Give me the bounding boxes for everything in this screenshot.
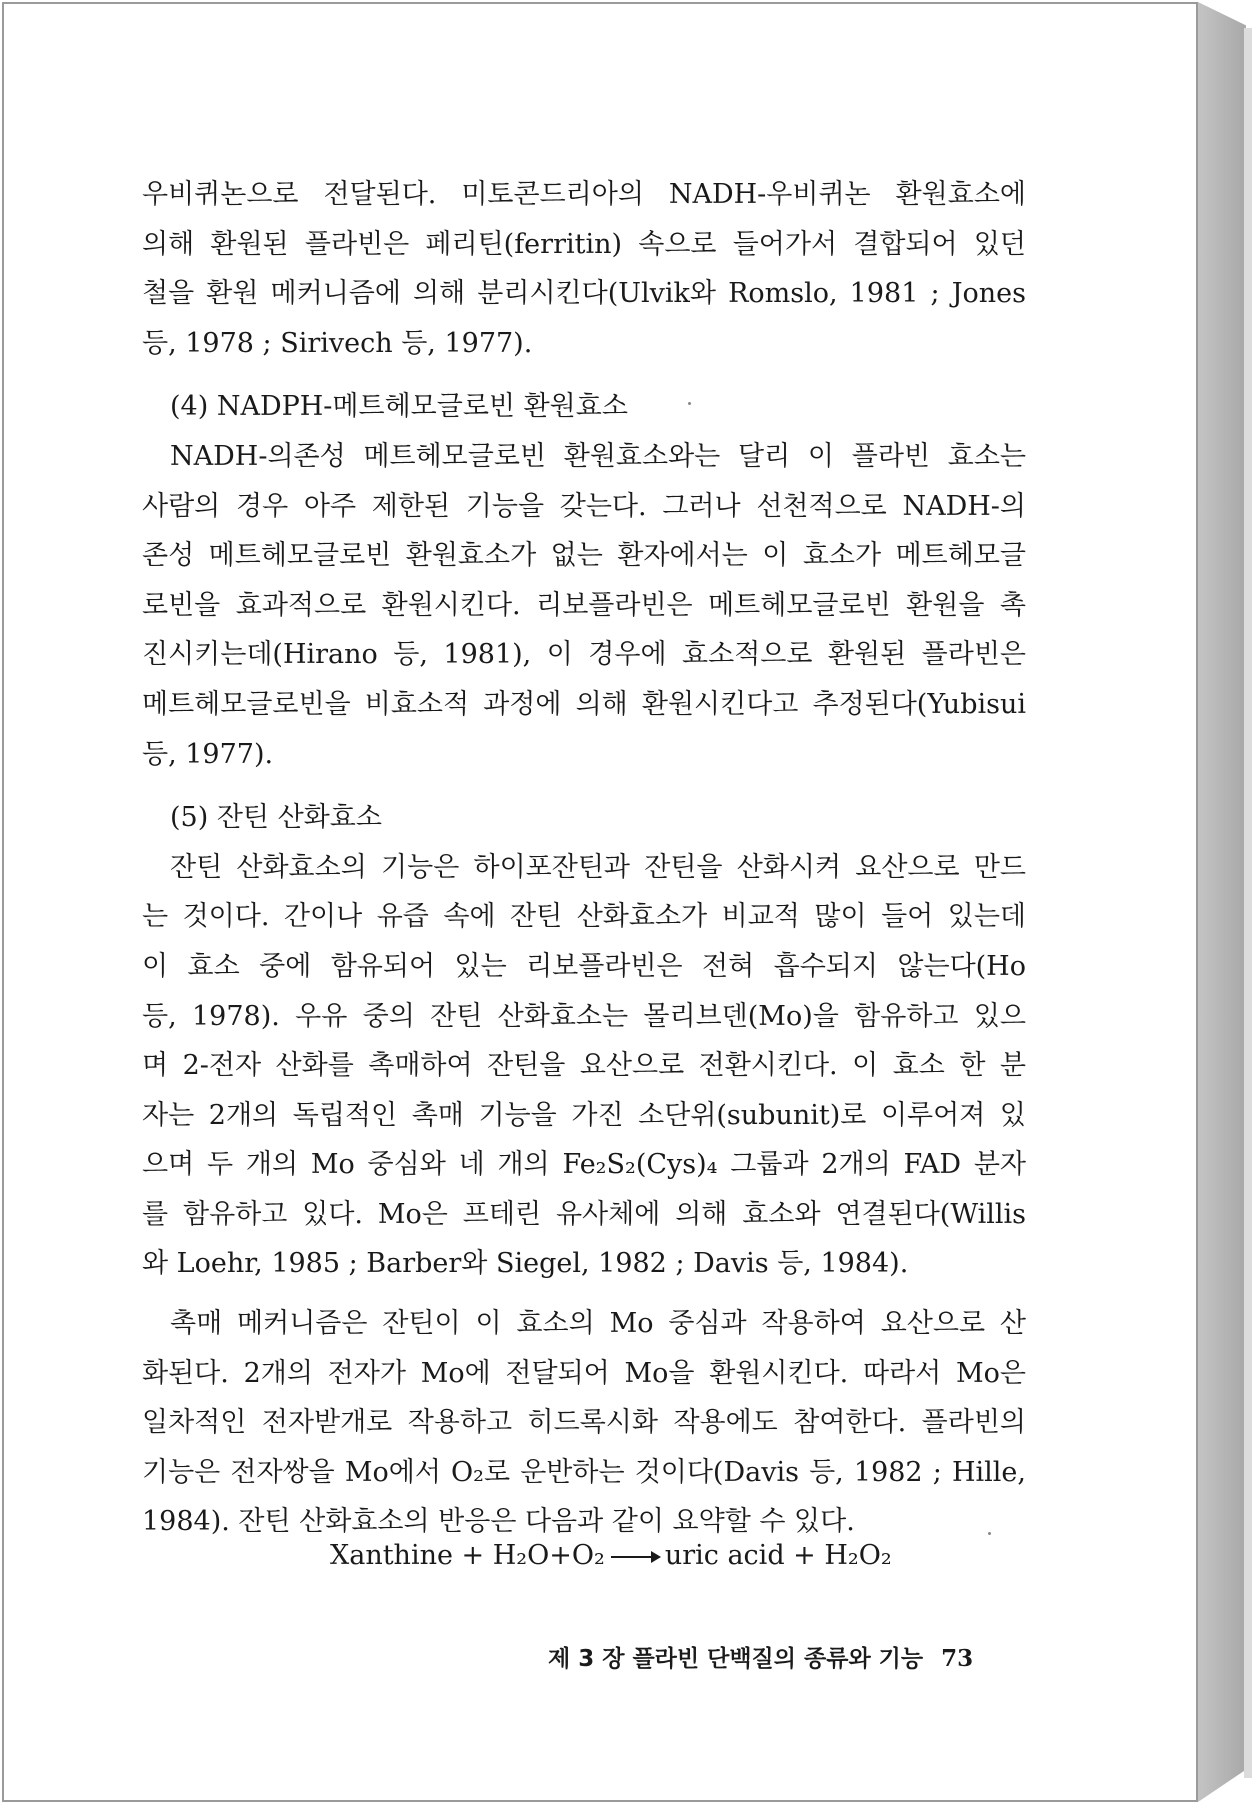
text-line: 철을 환원 메커니즘에 의해 분리시킨다(Ulvik와 Romslo, 1981 ; Jones [142,278,1026,310]
chapter-title: 제 3 장 플라빈 단백질의 종류와 기능 [548,1646,924,1672]
text-line: 일차적인 전자받개로 작용하고 히드록시화 작용에도 참여한다. 플라빈의 [142,1407,1026,1439]
text-line: NADH-의존성 메트헤모글로빈 환원효소와는 달리 이 플라빈 효소는 [170,440,1026,472]
text-line: 등, 1978). 우유 중의 잔틴 산화효소는 몰리브덴(Mo)을 함유하고 있으 [142,1000,1026,1032]
text-line: 의해 환원된 플라빈은 페리틴(ferritin) 속으로 들어가서 결합되어 있던 [142,228,1026,260]
page-number: 73 [941,1645,974,1672]
page-footer [548,1640,973,1673]
speck [988,1532,991,1535]
text-line: 메트헤모글로빈을 비효소적 과정에 의해 환원시킨다고 추정된다(Yubisui [142,688,1026,720]
speck [688,402,691,405]
text-line: 촉매 메커니즘은 잔틴이 이 효소의 Mo 중심과 작용하여 요산으로 산 [170,1308,1026,1340]
text-line: 화된다. 2개의 전자가 Mo에 전달되어 Mo을 환원시킨다. 따라서 Mo은 [142,1357,1026,1389]
text-line: 진시키는데(Hirano 등, 1981), 이 경우에 효소적으로 환원된 플라빈은 [142,639,1026,671]
text-line: 자는 2개의 독립적인 촉매 기능을 가진 소단위(subunit)로 이루어져 있 [142,1099,1026,1131]
page-stack-edge [1198,2,1246,1802]
reaction-arrow-icon [611,1556,659,1558]
text-line: 와 Loehr, 1985 ; Barber와 Siegel, 1982 ; Davis 등, 1984). [142,1248,909,1280]
text-line: 로빈을 효과적으로 환원시킨다. 리보플라빈은 메트헤모글로빈 환원을 촉 [142,589,1026,621]
section-heading-5: (5) 잔틴 산화효소 [170,802,382,834]
paragraph-3 [142,843,1026,1289]
page-content [142,170,1026,1547]
reaction-equation [330,1540,892,1571]
text-line: 는 것이다. 간이나 유즙 속에 잔틴 산화효소가 비교적 많이 들어 있는데 [142,901,1026,933]
paragraph-4 [142,1299,1026,1547]
text-line: 잔틴 산화효소의 기능은 하이포잔틴과 잔틴을 산화시켜 요산으로 만드 [170,851,1026,883]
reaction-products: uric acid + H₂O₂ [664,1540,892,1571]
text-line: 으며 두 개의 Mo 중심와 네 개의 Fe₂S₂(Cys)₄ 그룹과 2개의 FAD 분자 [142,1149,1026,1181]
text-line: 사람의 경우 아주 제한된 기능을 갖는다. 그러나 선천적으로 NADH-의 [142,490,1026,522]
text-line: 기능은 전자쌍을 Mo에서 O₂로 운반하는 것이다(Davis 등, 1982 ; Hille, [142,1456,1026,1488]
page-shadow [1244,28,1252,1778]
text-line: 이 효소 중에 함유되어 있는 리보플라빈은 전혀 흡수되지 않는다(Ho [142,950,1026,982]
reaction-reactants: Xanthine + H₂O+O₂ [330,1540,605,1571]
text-line: 며 2-전자 산화를 촉매하여 잔틴을 요산으로 전환시킨다. 이 효소 한 분 [142,1050,1027,1082]
paragraph-2 [142,432,1026,779]
text-line: 존성 메트헤모글로빈 환원효소가 없는 환자에서는 이 효소가 메트헤모글 [142,540,1026,572]
text-line: 를 함유하고 있다. Mo은 프테린 유사체에 의해 효소와 연결된다(Willis [142,1198,1026,1230]
text-line: 등, 1977). [142,738,274,770]
text-line: 등, 1978 ; Sirivech 등, 1977). [142,327,533,359]
text-line: 우비퀴논으로 전달된다. 미토콘드리아의 NADH-우비퀴논 환원효소에 [142,179,1026,210]
paragraph-1 [142,170,1026,368]
text-line: 1984). 잔틴 산화효소의 반응은 다음과 같이 요약할 수 있다. [142,1506,855,1538]
section-heading-4: (4) NADPH-메트헤모글로빈 환원효소 [170,391,628,423]
